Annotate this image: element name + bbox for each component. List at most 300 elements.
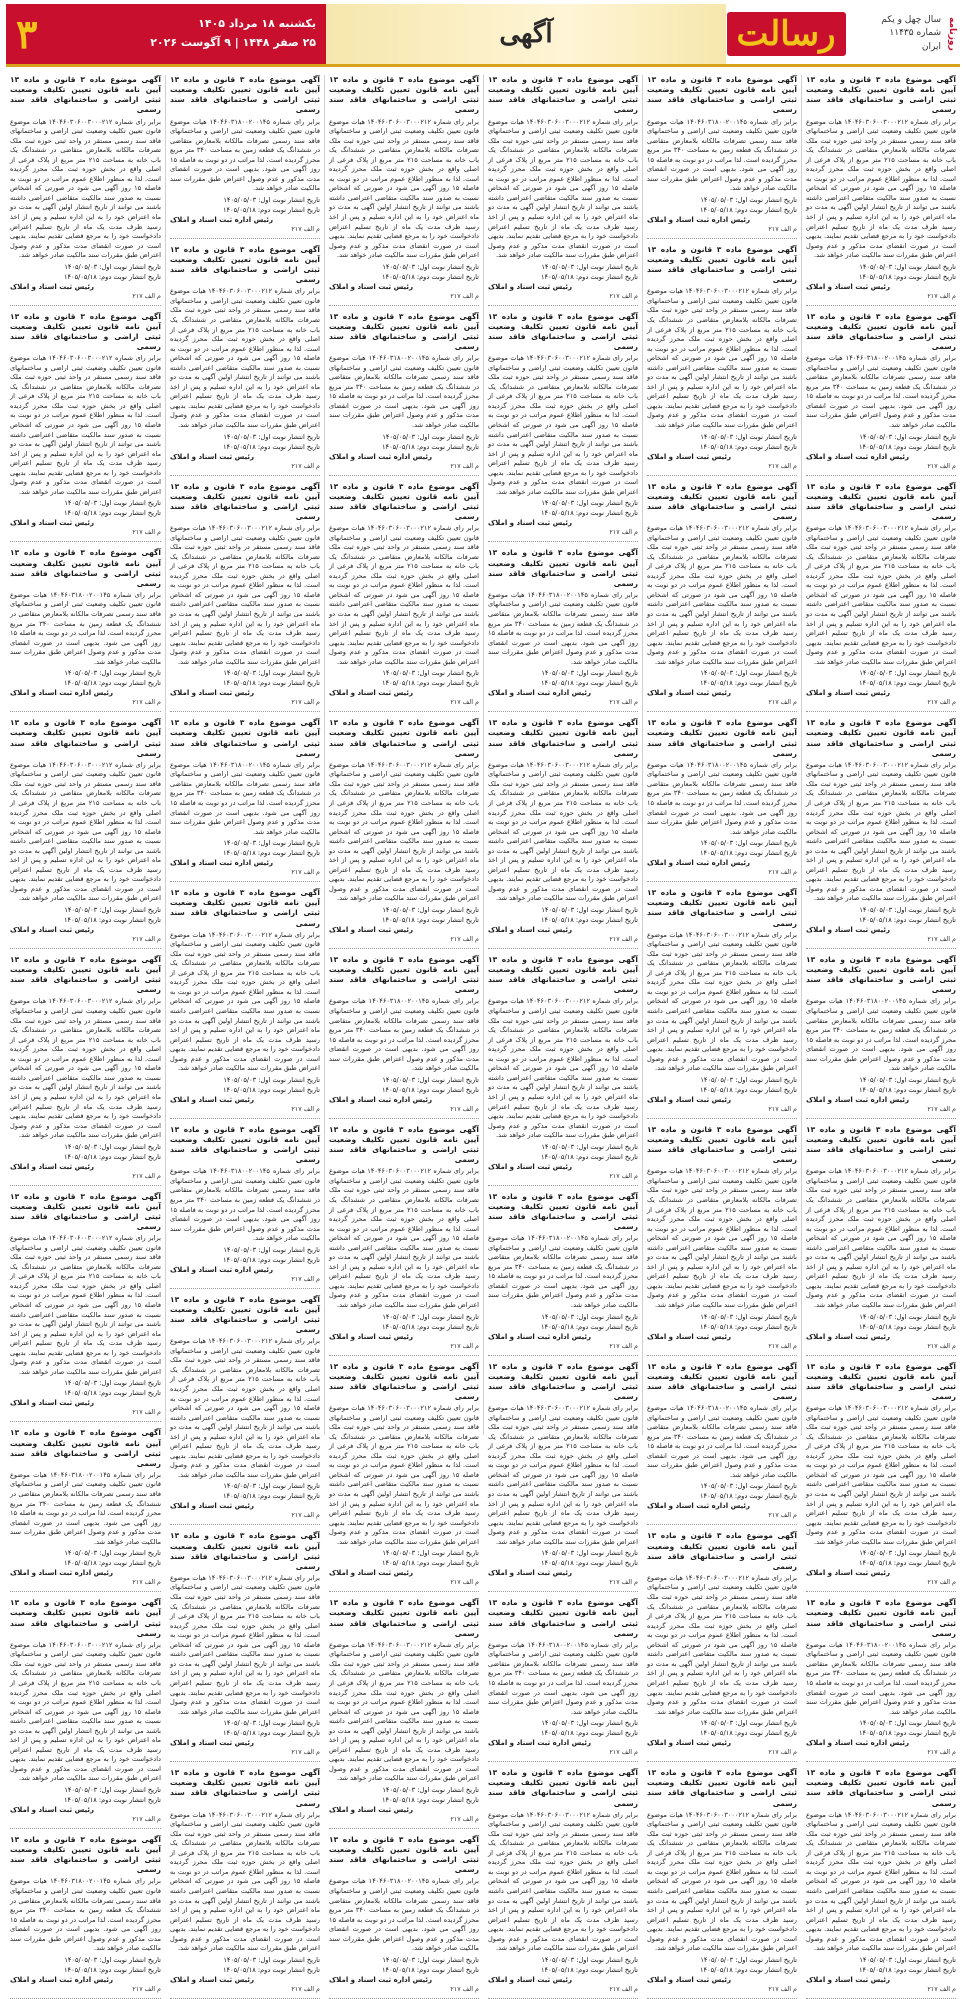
registry-signature: رئیس ثبت اسناد و املاک (10, 519, 94, 528)
notice-title: آگهی موضوع ماده ۳ قانون و ماده ۱۳ آیین نامه قانون تعیین تکلیف وضعیت ثبتی اراضی و ساختمانهای فاقد سند رسمی (647, 1768, 797, 1808)
notice-title: آگهی موضوع ماده ۳ قانون و ماده ۱۳ آیین نامه قانون تعیین تکلیف وضعیت ثبتی اراضی و ساختمانهای فاقد سند رسمی (10, 718, 161, 758)
publication-date-first: تاریخ انتشار نوبت اول: ۱۴۰۵/۰۵/۰۳ (223, 432, 320, 441)
reference-code: م الف ۲۱۷ (132, 291, 161, 300)
publication-date-second: تاریخ انتشار نوبت دوم: ۱۴۰۵/۰۵/۱۸ (541, 1322, 638, 1331)
notice-title: آگهی موضوع ماده ۳ قانون و ماده ۱۳ آیین نامه قانون تعیین تکلیف وضعیت ثبتی اراضی و ساختمانهای فاقد سند رسمی (329, 311, 479, 352)
publication-date-second: تاریخ انتشار نوبت دوم: ۱۴۰۵/۰۵/۱۸ (700, 679, 797, 688)
legal-notice (10, 1428, 161, 1592)
notice-title: آگهی موضوع ماده ۳ قانون و ماده ۱۳ آیین نامه قانون تعیین تکلیف وضعیت ثبتی اراضی و ساختمانهای فاقد سند رسمی (647, 1361, 797, 1401)
publication-date-first: تاریخ انتشار نوبت اول: ۱۴۰۵/۰۵/۰۳ (64, 669, 161, 678)
legal-notice (488, 1362, 638, 1593)
notice-title: آگهی موضوع ماده ۳ قانون و ماده ۱۳ آیین نامه قانون تعیین تکلیف وضعیت ثبتی اراضی و ساختمانهای فاقد سند رسمی (488, 1768, 638, 1808)
publication-date-first: تاریخ انتشار نوبت اول: ۱۴۰۵/۰۵/۰۳ (382, 262, 479, 271)
publication-date-first: تاریخ انتشار نوبت اول: ۱۴۰۵/۰۵/۰۳ (223, 1719, 320, 1728)
registry-signature: رئیس ثبت اسناد و املاک (170, 1095, 254, 1104)
publication-date-first: تاریخ انتشار نوبت اول: ۱۴۰۵/۰۵/۰۳ (64, 262, 161, 271)
publication-date-first: تاریخ انتشار نوبت اول: ۱۴۰۵/۰۵/۰۳ (700, 195, 797, 204)
publication-date-first: تاریخ انتشار نوبت اول: ۱۴۰۵/۰۵/۰۳ (382, 1785, 479, 1794)
legal-notice (647, 75, 797, 239)
notice-body: برابر رای شماره ۱۴۰۴۶۰۳۱۸۰۰۲۰۰۱۴۵ هیات موضوع قانون تعیین تکلیف وضعیت ثبتی اراضی و ساختمانهای فاقد سند رسمی تصرفات مالکانه بلامعارض متقاضی در ششدانگ یک قطعه زمین به مساحت ۳۴۰ متر مربع محرز گردیده است. لذا مراتب در دو نوبت به فاصله ۱۵ روز آگهی می شود. بدیهی است در صورت انقضای مدت مذکور و عدم وصول اعتراض طبق مقررات سند مالکیت صادر خواهد شد. (806, 997, 957, 1073)
publication-date-first: تاریخ انتشار نوبت اول: ۱۴۰۵/۰۵/۰۳ (700, 1955, 797, 1964)
country-line: ایران (921, 41, 941, 52)
notice-title: آگهی موضوع ماده ۳ قانون و ماده ۱۳ آیین نامه قانون تعیین تکلیف وضعیت ثبتی اراضی و ساختمانهای فاقد سند رسمی (329, 481, 479, 521)
reference-code: م الف ۲۱۷ (609, 1748, 638, 1757)
registry-signature: رئیس اداره ثبت اسناد و املاک (806, 1739, 909, 1748)
registry-signature: رئیس اداره ثبت اسناد و املاک (10, 1569, 113, 1578)
publication-date-first: تاریخ انتشار نوبت اول: ۱۴۰۵/۰۵/۰۳ (700, 1075, 797, 1084)
notice-title: آگهی موضوع ماده ۳ قانون و ماده ۱۳ آیین نامه قانون تعیین تکلیف وضعیت ثبتی اراضی و ساختمانهای فاقد سند رسمی (10, 1598, 161, 1638)
publication-date-first: تاریخ انتشار نوبت اول: ۱۴۰۵/۰۵/۰۳ (223, 1075, 320, 1084)
publication-date-first: تاریخ انتشار نوبت اول: ۱۴۰۵/۰۵/۰۳ (700, 432, 797, 441)
publication-date-second: تاریخ انتشار نوبت دوم: ۱۴۰۵/۰۵/۱۸ (64, 272, 161, 281)
notice-title: آگهی موضوع ماده ۳ قانون و ماده ۱۳ آیین نامه قانون تعیین تکلیف وضعیت ثبتی اراضی و ساختمانهای فاقد سند رسمی (647, 75, 797, 115)
publication-date-second: تاریخ انتشار نوبت دوم: ۱۴۰۵/۰۵/۱۸ (382, 442, 479, 451)
publication-date-first: تاریخ انتشار نوبت اول: ۱۴۰۵/۰۵/۰۳ (859, 669, 956, 678)
notice-title: آگهی موضوع ماده ۳ قانون و ماده ۱۳ آیین نامه قانون تعیین تکلیف وضعیت ثبتی اراضی و ساختمانهای فاقد سند رسمی (329, 954, 479, 995)
publication-date-second: تاریخ انتشار نوبت دوم: ۱۴۰۵/۰۵/۱۸ (859, 272, 956, 281)
publication-date-first: تاریخ انتشار نوبت اول: ۱۴۰۵/۰۵/۰۳ (541, 1955, 638, 1964)
reference-code: م الف ۲۱۷ (927, 1578, 956, 1587)
notice-body: برابر رای شماره ۱۴۰۴۶۰۳۱۸۰۰۲۰۰۱۴۵ هیات موضوع قانون تعیین تکلیف وضعیت ثبتی اراضی و ساختمانهای فاقد سند رسمی تصرفات مالکانه بلامعارض متقاضی در ششدانگ یک قطعه زمین به مساحت ۳۴۰ متر مربع محرز گردیده است. لذا مراتب در دو نوبت به فاصله ۱۵ روز آگهی می شود. بدیهی است در صورت انقضای مدت مذکور و عدم وصول اعتراض طبق مقررات سند مالکیت صادر خواهد شد. (806, 1640, 957, 1716)
registry-signature: رئیس اداره ثبت اسناد و املاک (647, 1502, 750, 1511)
publication-date-first: تاریخ انتشار نوبت اول: ۱۴۰۵/۰۵/۰۳ (223, 839, 320, 848)
publication-date-first: تاریخ انتشار نوبت اول: ۱۴۰۵/۰۵/۰۳ (64, 1955, 161, 1964)
notice-title: آگهی موضوع ماده ۳ قانون و ماده ۱۳ آیین نامه قانون تعیین تکلیف وضعیت ثبتی اراضی و ساختمانهای فاقد سند رسمی (488, 75, 638, 115)
reference-code: م الف ۲۱۷ (132, 1984, 161, 1993)
issue-info (881, 14, 941, 55)
publication-date-second: تاریخ انتشار نوبت دوم: ۱۴۰۵/۰۵/۱۸ (382, 1559, 479, 1568)
legal-notice (170, 1125, 320, 1289)
notice-body: برابر رای شماره ۱۴۰۴۶۰۳۰۶۰۰۳۰۰۰۲۱۲ هیات موضوع قانون تعیین تکلیف وضعیت ثبتی اراضی و ساختمانهای فاقد سند رسمی مستقر در واحد ثبتی حوزه ثبت ملک تصرفات مالکانه بلامعارض متقاضی در ششدانگ یک باب خانه به مساحت ۲۱۵ متر مربع از پلاک فرعی از اصلی واقع در بخش حوزه ثبت ملک محرز گردیده است. لذا به منظور اطلاع عموم مراتب در دو نوبت به فاصله ۱۵ روز آگهی می شود در صورتی که اشخاص نسبت به صدور سند مالکیت متقاضی اعتراضی داشته باشند می توانند از تاریخ انتشار اولین آگهی به مدت دو ماه اعتراض خود را به این اداره تسلیم و پس از اخذ رسید ظرف مدت یک ماه از تاریخ تسلیم اعتراض دادخواست خود را به مرجع قضایی تقدیم نمایند. بدیهی است در صورت انقضای مدت مذکور و عدم وصول اعتراض طبق مقررات سند مالکیت صادر خواهد شد. (488, 354, 638, 496)
date-box (6, 4, 326, 64)
publication-date-second: تاریخ انتشار نوبت دوم: ۱۴۰۵/۰۵/۱۸ (859, 1729, 956, 1738)
legal-notice (170, 888, 320, 1119)
publication-date-first: تاریخ انتشار نوبت اول: ۱۴۰۵/۰۵/۰۳ (64, 905, 161, 914)
legal-notice (329, 312, 479, 476)
notice-title: آگهی موضوع ماده ۳ قانون و ماده ۱۳ آیین نامه قانون تعیین تکلیف وضعیت ثبتی اراضی و ساختمانهای فاقد سند رسمی (647, 1124, 797, 1165)
registry-signature: رئیس اداره ثبت اسناد و املاک (170, 1265, 273, 1274)
notice-title: آگهی موضوع ماده ۳ قانون و ماده ۱۳ آیین نامه قانون تعیین تکلیف وضعیت ثبتی اراضی و ساختمانهای فاقد سند رسمی (806, 954, 956, 995)
registry-signature: رئیس اداره ثبت اسناد و املاک (10, 1975, 113, 1984)
registry-signature: رئیس ثبت اسناد و املاک (806, 925, 890, 934)
registry-signature: رئیس اداره ثبت اسناد و املاک (10, 689, 113, 698)
reference-code: م الف ۲۱۷ (768, 461, 797, 470)
notice-body: برابر رای شماره ۱۴۰۴۶۰۳۰۶۰۰۳۰۰۰۲۱۲ هیات موضوع قانون تعیین تکلیف وضعیت ثبتی اراضی و ساختمانهای فاقد سند رسمی مستقر در واحد ثبتی حوزه ثبت ملک تصرفات مالکانه بلامعارض متقاضی در ششدانگ یک باب خانه به مساحت ۲۱۵ متر مربع از پلاک فرعی از اصلی واقع در بخش حوزه ثبت ملک محرز گردیده است. لذا به منظور اطلاع عموم مراتب در دو نوبت به فاصله ۱۵ روز آگهی می شود در صورتی که اشخاص نسبت به صدور سند مالکیت متقاضی اعتراضی داشته باشند می توانند از تاریخ انتشار اولین آگهی به مدت دو ماه اعتراض خود را به این اداره تسلیم و پس از اخذ رسید ظرف مدت یک ماه از تاریخ تسلیم اعتراض دادخواست خود را به مرجع قضایی تقدیم نمایند. بدیهی است در صورت انقضای مدت مذکور و عدم وصول اعتراض طبق مقررات سند مالکیت صادر خواهد شد. (10, 354, 161, 496)
notice-title: آگهی موضوع ماده ۳ قانون و ماده ۱۳ آیین نامه قانون تعیین تکلیف وضعیت ثبتی اراضی و ساختمانهای فاقد سند رسمی (806, 1361, 956, 1401)
logo (726, 4, 846, 64)
notice-title: آگهی موضوع ماده ۳ قانون و ماده ۱۳ آیین نامه قانون تعیین تکلیف وضعیت ثبتی اراضی و ساختمانهای فاقد سند رسمی (329, 1834, 479, 1875)
publication-date-first: تاریخ انتشار نوبت اول: ۱۴۰۵/۰۵/۰۳ (382, 1549, 479, 1558)
publication-date-first: تاریخ انتشار نوبت اول: ۱۴۰۵/۰۵/۰۳ (64, 499, 161, 508)
reference-code: م الف ۲۱۷ (132, 1408, 161, 1417)
notice-body: برابر رای شماره ۱۴۰۴۶۰۳۰۶۰۰۳۰۰۰۲۱۲ هیات موضوع قانون تعیین تکلیف وضعیت ثبتی اراضی و ساختمانهای فاقد سند رسمی مستقر در واحد ثبتی حوزه ثبت ملک تصرفات مالکانه بلامعارض متقاضی در ششدانگ یک باب خانه به مساحت ۲۱۵ متر مربع از پلاک فرعی از اصلی واقع در بخش حوزه ثبت ملک محرز گردیده است. لذا به منظور اطلاع عموم مراتب در دو نوبت به فاصله ۱۵ روز آگهی می شود در صورتی که اشخاص نسبت به صدور سند مالکیت متقاضی اعتراضی داشته باشند می توانند از تاریخ انتشار اولین آگهی به مدت دو ماه اعتراض خود را به این اداره تسلیم و پس از اخذ رسید ظرف مدت یک ماه از تاریخ تسلیم اعتراض دادخواست خود را به مرجع قضایی تقدیم نمایند. بدیهی است در صورت انقضای مدت مذکور و عدم وصول اعتراض طبق مقررات سند مالکیت صادر خواهد شد. (329, 524, 479, 666)
reference-code: م الف ۲۱۷ (291, 868, 320, 877)
notice-body: برابر رای شماره ۱۴۰۴۶۰۳۰۶۰۰۳۰۰۰۲۱۲ هیات موضوع قانون تعیین تکلیف وضعیت ثبتی اراضی و ساختمانهای فاقد سند رسمی مستقر در واحد ثبتی حوزه ثبت ملک تصرفات مالکانه بلامعارض متقاضی در ششدانگ یک باب خانه به مساحت ۲۱۵ متر مربع از پلاک فرعی از اصلی واقع در بخش حوزه ثبت ملک محرز گردیده است. لذا به منظور اطلاع عموم مراتب در دو نوبت به فاصله ۱۵ روز آگهی می شود در صورتی که اشخاص نسبت به صدور سند مالکیت متقاضی اعتراضی داشته باشند می توانند از تاریخ انتشار اولین آگهی به مدت دو ماه اعتراض خود را به این اداره تسلیم و پس از اخذ رسید ظرف مدت یک ماه از تاریخ تسلیم اعتراض دادخواست خود را به مرجع قضایی تقدیم نمایند. بدیهی است در صورت انقضای مدت مذکور و عدم وصول اعتراض طبق مقررات سند مالکیت صادر خواهد شد. (647, 524, 797, 666)
notice-title: آگهی موضوع ماده ۳ قانون و ماده ۱۳ آیین نامه قانون تعیین تکلیف وضعیت ثبتی اراضی و ساختمانهای فاقد سند رسمی (170, 1768, 320, 1808)
registry-signature: رئیس ثبت اسناد و املاک (10, 925, 94, 934)
legal-notice (329, 75, 479, 306)
registry-signature: رئیس ثبت اسناد و املاک (329, 1569, 413, 1578)
publication-date-second: تاریخ انتشار نوبت دوم: ۱۴۰۵/۰۵/۱۸ (541, 1729, 638, 1738)
publication-date-first: تاریخ انتشار نوبت اول: ۱۴۰۵/۰۵/۰۳ (382, 669, 479, 678)
notice-title: آگهی موضوع ماده ۳ قانون و ماده ۱۳ آیین نامه قانون تعیین تکلیف وضعیت ثبتی اراضی و ساختمانهای فاقد سند رسمی (806, 75, 956, 115)
reference-code: م الف ۲۱۷ (450, 291, 479, 300)
notice-title: آگهی موضوع ماده ۳ قانون و ماده ۱۳ آیین نامه قانون تعیین تکلیف وضعیت ثبتی اراضی و ساختمانهای فاقد سند رسمی (329, 1598, 479, 1638)
date-persian: یکشنبه ۱۸ مرداد ۱۴۰۵ (198, 17, 316, 31)
notice-column (483, 75, 642, 1993)
notice-body: برابر رای شماره ۱۴۰۴۶۰۳۱۸۰۰۲۰۰۱۴۵ هیات موضوع قانون تعیین تکلیف وضعیت ثبتی اراضی و ساختمانهای فاقد سند رسمی تصرفات مالکانه بلامعارض متقاضی در ششدانگ یک قطعه زمین به مساحت ۳۴۰ متر مربع محرز گردیده است. لذا مراتب در دو نوبت به فاصله ۱۵ روز آگهی می شود. بدیهی است در صورت انقضای مدت مذکور و عدم وصول اعتراض طبق مقررات سند مالکیت صادر خواهد شد. (488, 1234, 639, 1310)
notice-title: آگهی موضوع ماده ۳ قانون و ماده ۱۳ آیین نامه قانون تعیین تکلیف وضعیت ثبتی اراضی و ساختمانهای فاقد سند رسمی (170, 75, 320, 115)
legal-notice (488, 955, 638, 1186)
reference-code: م الف ۲۱۷ (291, 461, 320, 470)
notice-body: برابر رای شماره ۱۴۰۴۶۰۳۰۶۰۰۳۰۰۰۲۱۲ هیات موضوع قانون تعیین تکلیف وضعیت ثبتی اراضی و ساختمانهای فاقد سند رسمی مستقر در واحد ثبتی حوزه ثبت ملک تصرفات مالکانه بلامعارض متقاضی در ششدانگ یک باب خانه به مساحت ۲۱۵ متر مربع از پلاک فرعی از اصلی واقع در بخش حوزه ثبت ملک محرز گردیده است. لذا به منظور اطلاع عموم مراتب در دو نوبت به فاصله ۱۵ روز آگهی می شود در صورتی که اشخاص نسبت به صدور سند مالکیت متقاضی اعتراضی داشته باشند می توانند از تاریخ انتشار اولین آگهی به مدت دو ماه اعتراض خود را به این اداره تسلیم و پس از اخذ رسید ظرف مدت یک ماه از تاریخ تسلیم اعتراض دادخواست خود را به مرجع قضایی تقدیم نمایند. بدیهی است در صورت انقضای مدت مذکور و عدم وصول اعتراض طبق مقررات سند مالکیت صادر خواهد شد. (170, 524, 320, 666)
publication-date-second: تاریخ انتشار نوبت دوم: ۱۴۰۵/۰۵/۱۸ (64, 1389, 161, 1398)
reference-code: م الف ۲۱۷ (132, 528, 161, 537)
legal-notice (329, 1835, 479, 1999)
section-title: آگهی (499, 19, 553, 49)
registry-signature: رئیس ثبت اسناد و املاک (488, 1162, 572, 1171)
publication-date-second: تاریخ انتشار نوبت دوم: ۱۴۰۵/۰۵/۱۸ (223, 442, 320, 451)
reference-code: م الف ۲۱۷ (768, 1104, 797, 1113)
publication-date-second: تاریخ انتشار نوبت دوم: ۱۴۰۵/۰۵/۱۸ (859, 1559, 956, 1568)
reference-code: م الف ۲۱۷ (609, 698, 638, 707)
notice-title: آگهی موضوع ماده ۳ قانون و ماده ۱۳ آیین نامه قانون تعیین تکلیف وضعیت ثبتی اراضی و ساختمانهای فاقد سند رسمی (806, 1768, 956, 1808)
publication-date-first: تاریخ انتشار نوبت اول: ۱۴۰۵/۰۵/۰۳ (541, 1142, 638, 1151)
legal-notice (329, 482, 479, 713)
legal-notice (647, 888, 797, 1119)
legal-notice (488, 718, 638, 949)
legal-notice (488, 548, 638, 712)
registry-signature: رئیس اداره ثبت اسناد و املاک (170, 215, 273, 224)
reference-code: م الف ۲۱۷ (927, 698, 956, 707)
registry-signature: رئیس ثبت اسناد و املاک (170, 452, 254, 461)
legal-notice (488, 75, 638, 306)
publication-date-second: تاریخ انتشار نوبت دوم: ۱۴۰۵/۰۵/۱۸ (64, 679, 161, 688)
registry-signature: رئیس ثبت اسناد و املاک (488, 519, 572, 528)
registry-signature: رئیس ثبت اسناد و املاک (488, 1975, 572, 1984)
publication-date-second: تاریخ انتشار نوبت دوم: ۱۴۰۵/۰۵/۱۸ (223, 679, 320, 688)
legal-notice (806, 482, 956, 713)
legal-notice (329, 1125, 479, 1356)
publication-date-first: تاریخ انتشار نوبت اول: ۱۴۰۵/۰۵/۰۳ (223, 669, 320, 678)
reference-code: م الف ۲۱۷ (609, 1578, 638, 1587)
registry-signature: رئیس ثبت اسناد و املاک (488, 282, 572, 291)
notice-body: برابر رای شماره ۱۴۰۴۶۰۳۰۶۰۰۳۰۰۰۲۱۲ هیات موضوع قانون تعیین تکلیف وضعیت ثبتی اراضی و ساختمانهای فاقد سند رسمی مستقر در واحد ثبتی حوزه ثبت ملک تصرفات مالکانه بلامعارض متقاضی در ششدانگ یک باب خانه به مساحت ۲۱۵ متر مربع از پلاک فرعی از اصلی واقع در بخش حوزه ثبت ملک محرز گردیده است. لذا به منظور اطلاع عموم مراتب در دو نوبت به فاصله ۱۵ روز آگهی می شود در صورتی که اشخاص نسبت به صدور سند مالکیت متقاضی اعتراضی داشته باشند می توانند از تاریخ انتشار اولین آگهی به مدت دو ماه اعتراض خود را به این اداره تسلیم و پس از اخذ رسید ظرف مدت یک ماه از تاریخ تسلیم اعتراض دادخواست خود را به مرجع قضایی تقدیم نمایند. بدیهی است در صورت انقضای مدت مذکور و عدم وصول اعتراض طبق مقررات سند مالکیت صادر خواهد شد. (10, 1640, 161, 1783)
reference-code: م الف ۲۱۷ (291, 1511, 320, 1520)
notice-title: آگهی موضوع ماده ۳ قانون و ماده ۱۳ آیین نامه قانون تعیین تکلیف وضعیت ثبتی اراضی و ساختمانهای فاقد سند رسمی (10, 1428, 161, 1468)
reference-code: م الف ۲۱۷ (927, 291, 956, 300)
publication-date-second: تاریخ انتشار نوبت دوم: ۱۴۰۵/۰۵/۱۸ (382, 1085, 479, 1094)
registry-signature: رئیس ثبت اسناد و املاک (647, 1332, 731, 1341)
registry-signature: رئیس ثبت اسناد و املاک (329, 689, 413, 698)
legal-notice (170, 718, 320, 882)
registry-signature: رئیس ثبت اسناد و املاک (10, 1805, 94, 1814)
page-number: ۳ (16, 10, 38, 58)
publication-date-first: تاریخ انتشار نوبت اول: ۱۴۰۵/۰۵/۰۳ (382, 905, 479, 914)
notice-body: برابر رای شماره ۱۴۰۴۶۰۳۰۶۰۰۳۰۰۰۲۱۲ هیات موضوع قانون تعیین تکلیف وضعیت ثبتی اراضی و ساختمانهای فاقد سند رسمی مستقر در واحد ثبتی حوزه ثبت ملک تصرفات مالکانه بلامعارض متقاضی در ششدانگ یک باب خانه به مساحت ۲۱۵ متر مربع از پلاک فرعی از اصلی واقع در بخش حوزه ثبت ملک محرز گردیده است. لذا به منظور اطلاع عموم مراتب در دو نوبت به فاصله ۱۵ روز آگهی می شود در صورتی که اشخاص نسبت به صدور سند مالکیت متقاضی اعتراضی داشته باشند می توانند از تاریخ انتشار اولین آگهی به مدت دو ماه اعتراض خود را به این اداره تسلیم و پس از اخذ رسید ظرف مدت یک ماه از تاریخ تسلیم اعتراض دادخواست خود را به مرجع قضایی تقدیم نمایند. بدیهی است در صورت انقضای مدت مذکور و عدم وصول اعتراض طبق مقررات سند مالکیت صادر خواهد شد. (10, 117, 161, 260)
publication-date-first: تاریخ انتشار نوبت اول: ۱۴۰۵/۰۵/۰۳ (541, 262, 638, 271)
reference-code: م الف ۲۱۷ (927, 1984, 956, 1993)
legal-notice (329, 1598, 479, 1829)
notice-title: آگهی موضوع ماده ۳ قانون و ماده ۱۳ آیین نامه قانون تعیین تکلیف وضعیت ثبتی اراضی و ساختمانهای فاقد سند رسمی (170, 481, 320, 521)
notice-title: آگهی موضوع ماده ۳ قانون و ماده ۱۳ آیین نامه قانون تعیین تکلیف وضعیت ثبتی اراضی و ساختمانهای فاقد سند رسمی (806, 1124, 956, 1165)
legal-notice (10, 955, 161, 1186)
notice-title: آگهی موضوع ماده ۳ قانون و ماده ۱۳ آیین نامه قانون تعیین تکلیف وضعیت ثبتی اراضی و ساختمانهای فاقد سند رسمی (10, 548, 161, 588)
publication-date-second: تاریخ انتشار نوبت دوم: ۱۴۰۵/۰۵/۱۸ (541, 272, 638, 281)
publication-date-second: تاریخ انتشار نوبت دوم: ۱۴۰۵/۰۵/۱۸ (541, 1152, 638, 1161)
notice-title: آگهی موضوع ماده ۳ قانون و ماده ۱۳ آیین نامه قانون تعیین تکلیف وضعیت ثبتی اراضی و ساختمانهای فاقد سند رسمی (10, 311, 161, 352)
registry-signature: رئیس ثبت اسناد و املاک (10, 1162, 94, 1171)
registry-signature: رئیس ثبت اسناد و املاک (806, 1569, 890, 1578)
registry-signature: رئیس ثبت اسناد و املاک (647, 452, 731, 461)
notice-body: برابر رای شماره ۱۴۰۴۶۰۳۱۸۰۰۲۰۰۱۴۵ هیات موضوع قانون تعیین تکلیف وضعیت ثبتی اراضی و ساختمانهای فاقد سند رسمی تصرفات مالکانه بلامعارض متقاضی در ششدانگ یک قطعه زمین به مساحت ۳۴۰ متر مربع محرز گردیده است. لذا مراتب در دو نوبت به فاصله ۱۵ روز آگهی می شود. بدیهی است در صورت انقضای مدت مذکور و عدم وصول اعتراض طبق مقررات سند مالکیت صادر خواهد شد. (10, 1877, 161, 1953)
notice-body: برابر رای شماره ۱۴۰۴۶۰۳۰۶۰۰۳۰۰۰۲۱۲ هیات موضوع قانون تعیین تکلیف وضعیت ثبتی اراضی و ساختمانهای فاقد سند رسمی مستقر در واحد ثبتی حوزه ثبت ملک تصرفات مالکانه بلامعارض متقاضی در ششدانگ یک باب خانه به مساحت ۲۱۵ متر مربع از پلاک فرعی از اصلی واقع در بخش حوزه ثبت ملک محرز گردیده است. لذا به منظور اطلاع عموم مراتب در دو نوبت به فاصله ۱۵ روز آگهی می شود در صورتی که اشخاص نسبت به صدور سند مالکیت متقاضی اعتراضی داشته باشند می توانند از تاریخ انتشار اولین آگهی به مدت دو ماه اعتراض خود را به این اداره تسلیم و پس از اخذ رسید ظرف مدت یک ماه از تاریخ تسلیم اعتراض دادخواست خود را به مرجع قضایی تقدیم نمایند. بدیهی است در صورت انقضای مدت مذکور و عدم وصول اعتراض طبق مقررات سند مالکیت صادر خواهد شد. (329, 1404, 479, 1546)
notice-body: برابر رای شماره ۱۴۰۴۶۰۳۰۶۰۰۳۰۰۰۲۱۲ هیات موضوع قانون تعیین تکلیف وضعیت ثبتی اراضی و ساختمانهای فاقد سند رسمی مستقر در واحد ثبتی حوزه ثبت ملک تصرفات مالکانه بلامعارض متقاضی در ششدانگ یک باب خانه به مساحت ۲۱۵ متر مربع از پلاک فرعی از اصلی واقع در بخش حوزه ثبت ملک محرز گردیده است. لذا به منظور اطلاع عموم مراتب در دو نوبت به فاصله ۱۵ روز آگهی می شود در صورتی که اشخاص نسبت به صدور سند مالکیت متقاضی اعتراضی داشته باشند می توانند از تاریخ انتشار اولین آگهی به مدت دو ماه اعتراض خود را به این اداره تسلیم و پس از اخذ رسید ظرف مدت یک ماه از تاریخ تسلیم اعتراض دادخواست خود را به مرجع قضایی تقدیم نمایند. بدیهی است در صورت انقضای مدت مذکور و عدم وصول اعتراض طبق مقررات سند مالکیت صادر خواهد شد. (488, 997, 638, 1140)
publication-date-first: تاریخ انتشار نوبت اول: ۱۴۰۵/۰۵/۰۳ (859, 432, 956, 441)
notice-title: آگهی موضوع ماده ۳ قانون و ماده ۱۳ آیین نامه قانون تعیین تکلیف وضعیت ثبتی اراضی و ساختمانهای فاقد سند رسمی (10, 1191, 161, 1232)
legal-notice (488, 1192, 638, 1356)
legal-notice (806, 312, 956, 476)
notice-body: برابر رای شماره ۱۴۰۴۶۰۳۰۶۰۰۳۰۰۰۲۱۲ هیات موضوع قانون تعیین تکلیف وضعیت ثبتی اراضی و ساختمانهای فاقد سند رسمی مستقر در واحد ثبتی حوزه ثبت ملک تصرفات مالکانه بلامعارض متقاضی در ششدانگ یک باب خانه به مساحت ۲۱۵ متر مربع از پلاک فرعی از اصلی واقع در بخش حوزه ثبت ملک محرز گردیده است. لذا به منظور اطلاع عموم مراتب در دو نوبت به فاصله ۱۵ روز آگهی می شود در صورتی که اشخاص نسبت به صدور سند مالکیت متقاضی اعتراضی داشته باشند می توانند از تاریخ انتشار اولین آگهی به مدت دو ماه اعتراض خود را به این اداره تسلیم و پس از اخذ رسید ظرف مدت یک ماه از تاریخ تسلیم اعتراض دادخواست خود را به مرجع قضایی تقدیم نمایند. بدیهی است در صورت انقضای مدت مذکور و عدم وصول اعتراض طبق مقررات سند مالکیت صادر خواهد شد. (10, 997, 161, 1140)
notice-body: برابر رای شماره ۱۴۰۴۶۰۳۰۶۰۰۳۰۰۰۲۱۲ هیات موضوع قانون تعیین تکلیف وضعیت ثبتی اراضی و ساختمانهای فاقد سند رسمی مستقر در واحد ثبتی حوزه ثبت ملک تصرفات مالکانه بلامعارض متقاضی در ششدانگ یک باب خانه به مساحت ۲۱۵ متر مربع از پلاک فرعی از اصلی واقع در بخش حوزه ثبت ملک محرز گردیده است. لذا به منظور اطلاع عموم مراتب در دو نوبت به فاصله ۱۵ روز آگهی می شود در صورتی که اشخاص نسبت به صدور سند مالکیت متقاضی اعتراضی داشته باشند می توانند از تاریخ انتشار اولین آگهی به مدت دو ماه اعتراض خود را به این اداره تسلیم و پس از اخذ رسید ظرف مدت یک ماه از تاریخ تسلیم اعتراض دادخواست خود را به مرجع قضایی تقدیم نمایند. بدیهی است در صورت انقضای مدت مذکور و عدم وصول اعتراض طبق مقررات سند مالکیت صادر خواهد شد. (10, 760, 161, 903)
reference-code: م الف ۲۱۷ (450, 1984, 479, 1993)
legal-notice (806, 1598, 956, 1762)
registry-signature: رئیس ثبت اسناد و املاک (170, 1975, 254, 1984)
notice-column (642, 75, 801, 1993)
reference-code: م الف ۲۱۷ (768, 1511, 797, 1520)
publication-date-first: تاریخ انتشار نوبت اول: ۱۴۰۵/۰۵/۰۳ (541, 1312, 638, 1321)
issue-number: شماره ۱۱۴۳۵ (889, 28, 941, 39)
registry-signature: رئیس ثبت اسناد و املاک (647, 1095, 731, 1104)
legal-notice (488, 1598, 638, 1762)
publication-date-second: تاریخ انتشار نوبت دوم: ۱۴۰۵/۰۵/۱۸ (223, 1729, 320, 1738)
reference-code: م الف ۲۱۷ (291, 1274, 320, 1283)
notice-body: برابر رای شماره ۱۴۰۴۶۰۳۱۸۰۰۲۰۰۱۴۵ هیات موضوع قانون تعیین تکلیف وضعیت ثبتی اراضی و ساختمانهای فاقد سند رسمی تصرفات مالکانه بلامعارض متقاضی در ششدانگ یک قطعه زمین به مساحت ۳۴۰ متر مربع محرز گردیده است. لذا مراتب در دو نوبت به فاصله ۱۵ روز آگهی می شود. بدیهی است در صورت انقضای مدت مذکور و عدم وصول اعتراض طبق مقررات سند مالکیت صادر خواهد شد. (329, 1877, 480, 1953)
notice-body: برابر رای شماره ۱۴۰۴۶۰۳۰۶۰۰۳۰۰۰۲۱۲ هیات موضوع قانون تعیین تکلیف وضعیت ثبتی اراضی و ساختمانهای فاقد سند رسمی مستقر در واحد ثبتی حوزه ثبت ملک تصرفات مالکانه بلامعارض متقاضی در ششدانگ یک باب خانه به مساحت ۲۱۵ متر مربع از پلاک فرعی از اصلی واقع در بخش حوزه ثبت ملک محرز گردیده است. لذا به منظور اطلاع عموم مراتب در دو نوبت به فاصله ۱۵ روز آگهی می شود در صورتی که اشخاص نسبت به صدور سند مالکیت متقاضی اعتراضی داشته باشند می توانند از تاریخ انتشار اولین آگهی به مدت دو ماه اعتراض خود را به این اداره تسلیم و پس از اخذ رسید ظرف مدت یک ماه از تاریخ تسلیم اعتراض دادخواست خود را به مرجع قضایی تقدیم نمایند. بدیهی است در صورت انقضای مدت مذکور و عدم وصول اعتراض طبق مقررات سند مالکیت صادر خواهد شد. (806, 117, 956, 260)
publication-date-first: تاریخ انتشار نوبت اول: ۱۴۰۵/۰۵/۰۳ (382, 1312, 479, 1321)
publication-date-second: تاریخ انتشار نوبت دوم: ۱۴۰۵/۰۵/۱۸ (223, 849, 320, 858)
reference-code: م الف ۲۱۷ (609, 934, 638, 943)
reference-code: م الف ۲۱۷ (132, 1814, 161, 1823)
publication-date-second: تاریخ انتشار نوبت دوم: ۱۴۰۵/۰۵/۱۸ (700, 1322, 797, 1331)
registry-signature: رئیس اداره ثبت اسناد و املاک (647, 215, 750, 224)
publication-date-first: تاریخ انتشار نوبت اول: ۱۴۰۵/۰۵/۰۳ (541, 499, 638, 508)
legal-notice (10, 1192, 161, 1423)
legal-notice (647, 482, 797, 713)
notice-title: آگهی موضوع ماده ۳ قانون و ماده ۱۳ آیین نامه قانون تعیین تکلیف وضعیت ثبتی اراضی و ساختمانهای فاقد سند رسمی (488, 1598, 638, 1638)
notice-body: برابر رای شماره ۱۴۰۴۶۰۳۱۸۰۰۲۰۰۱۴۵ هیات موضوع قانون تعیین تکلیف وضعیت ثبتی اراضی و ساختمانهای فاقد سند رسمی تصرفات مالکانه بلامعارض متقاضی در ششدانگ یک قطعه زمین به مساحت ۳۴۰ متر مربع محرز گردیده است. لذا مراتب در دو نوبت به فاصله ۱۵ روز آگهی می شود. بدیهی است در صورت انقضای مدت مذکور و عدم وصول اعتراض طبق مقررات سند مالکیت صادر خواهد شد. (329, 354, 480, 430)
publication-date-first: تاریخ انتشار نوبت اول: ۱۴۰۵/۰۵/۰۳ (859, 1955, 956, 1964)
notice-body: برابر رای شماره ۱۴۰۴۶۰۳۱۸۰۰۲۰۰۱۴۵ هیات موضوع قانون تعیین تکلیف وضعیت ثبتی اراضی و ساختمانهای فاقد سند رسمی تصرفات مالکانه بلامعارض متقاضی در ششدانگ یک قطعه زمین به مساحت ۳۴۰ متر مربع محرز گردیده است. لذا مراتب در دو نوبت به فاصله ۱۵ روز آگهی می شود. بدیهی است در صورت انقضای مدت مذکور و عدم وصول اعتراض طبق مقررات سند مالکیت صادر خواهد شد. (170, 760, 321, 836)
registry-signature: رئیس ثبت اسناد و املاک (647, 689, 731, 698)
legal-notice (647, 1362, 797, 1526)
publication-date-first: تاریخ انتشار نوبت اول: ۱۴۰۵/۰۵/۰۳ (700, 1482, 797, 1491)
legal-notice (806, 955, 956, 1119)
publication-date-first: تاریخ انتشار نوبت اول: ۱۴۰۵/۰۵/۰۳ (382, 1955, 479, 1964)
publication-date-first: تاریخ انتشار نوبت اول: ۱۴۰۵/۰۵/۰۳ (859, 1549, 956, 1558)
legal-notice (647, 245, 797, 476)
registry-signature: رئیس ثبت اسناد و املاک (488, 1569, 572, 1578)
publication-date-second: تاریخ انتشار نوبت دوم: ۱۴۰۵/۰۵/۱۸ (382, 1965, 479, 1974)
notice-body: برابر رای شماره ۱۴۰۴۶۰۳۰۶۰۰۳۰۰۰۲۱۲ هیات موضوع قانون تعیین تکلیف وضعیت ثبتی اراضی و ساختمانهای فاقد سند رسمی مستقر در واحد ثبتی حوزه ثبت ملک تصرفات مالکانه بلامعارض متقاضی در ششدانگ یک باب خانه به مساحت ۲۱۵ متر مربع از پلاک فرعی از اصلی واقع در بخش حوزه ثبت ملک محرز گردیده است. لذا به منظور اطلاع عموم مراتب در دو نوبت به فاصله ۱۵ روز آگهی می شود در صورتی که اشخاص نسبت به صدور سند مالکیت متقاضی اعتراضی داشته باشند می توانند از تاریخ انتشار اولین آگهی به مدت دو ماه اعتراض خود را به این اداره تسلیم و پس از اخذ رسید ظرف مدت یک ماه از تاریخ تسلیم اعتراض دادخواست خود را به مرجع قضایی تقدیم نمایند. بدیهی است در صورت انقضای مدت مذکور و عدم وصول اعتراض طبق مقررات سند مالکیت صادر خواهد شد. (647, 1573, 797, 1716)
notice-title: آگهی موضوع ماده ۳ قانون و ماده ۱۳ آیین نامه قانون تعیین تکلیف وضعیت ثبتی اراضی و ساختمانهای فاقد سند رسمی (647, 244, 797, 285)
notice-title: آگهی موضوع ماده ۳ قانون و ماده ۱۳ آیین نامه قانون تعیین تکلیف وضعیت ثبتی اراضی و ساختمانهای فاقد سند رسمی (647, 1531, 797, 1571)
registry-signature: رئیس ثبت اسناد و املاک (329, 925, 413, 934)
notice-body: برابر رای شماره ۱۴۰۴۶۰۳۱۸۰۰۲۰۰۱۴۵ هیات موضوع قانون تعیین تکلیف وضعیت ثبتی اراضی و ساختمانهای فاقد سند رسمی تصرفات مالکانه بلامعارض متقاضی در ششدانگ یک قطعه زمین به مساحت ۳۴۰ متر مربع محرز گردیده است. لذا مراتب در دو نوبت به فاصله ۱۵ روز آگهی می شود. بدیهی است در صورت انقضای مدت مذکور و عدم وصول اعتراض طبق مقررات سند مالکیت صادر خواهد شد. (329, 997, 480, 1073)
notice-title: آگهی موضوع ماده ۳ قانون و ماده ۱۳ آیین نامه قانون تعیین تکلیف وضعیت ثبتی اراضی و ساختمانهای فاقد سند رسمی (806, 481, 956, 521)
reference-code: م الف ۲۱۷ (450, 934, 479, 943)
notice-title: آگهی موضوع ماده ۳ قانون و ماده ۱۳ آیین نامه قانون تعیین تکلیف وضعیت ثبتی اراضی و ساختمانهای فاقد سند رسمی (488, 718, 638, 758)
publication-date-first: تاریخ انتشار نوبت اول: ۱۴۰۵/۰۵/۰۳ (859, 905, 956, 914)
publication-date-second: تاریخ انتشار نوبت دوم: ۱۴۰۵/۰۵/۱۸ (859, 915, 956, 924)
publication-date-first: تاریخ انتشار نوبت اول: ۱۴۰۵/۰۵/۰۳ (700, 669, 797, 678)
notice-body: برابر رای شماره ۱۴۰۴۶۰۳۱۸۰۰۲۰۰۱۴۵ هیات موضوع قانون تعیین تکلیف وضعیت ثبتی اراضی و ساختمانهای فاقد سند رسمی تصرفات مالکانه بلامعارض متقاضی در ششدانگ یک قطعه زمین به مساحت ۳۴۰ متر مربع محرز گردیده است. لذا مراتب در دو نوبت به فاصله ۱۵ روز آگهی می شود. بدیهی است در صورت انقضای مدت مذکور و عدم وصول اعتراض طبق مقررات سند مالکیت صادر خواهد شد. (10, 1470, 161, 1546)
publication-date-first: تاریخ انتشار نوبت اول: ۱۴۰۵/۰۵/۰۳ (859, 262, 956, 271)
notice-body: برابر رای شماره ۱۴۰۴۶۰۳۰۶۰۰۳۰۰۰۲۱۲ هیات موضوع قانون تعیین تکلیف وضعیت ثبتی اراضی و ساختمانهای فاقد سند رسمی مستقر در واحد ثبتی حوزه ثبت ملک تصرفات مالکانه بلامعارض متقاضی در ششدانگ یک باب خانه به مساحت ۲۱۵ متر مربع از پلاک فرعی از اصلی واقع در بخش حوزه ثبت ملک محرز گردیده است. لذا به منظور اطلاع عموم مراتب در دو نوبت به فاصله ۱۵ روز آگهی می شود در صورتی که اشخاص نسبت به صدور سند مالکیت متقاضی اعتراضی داشته باشند می توانند از تاریخ انتشار اولین آگهی به مدت دو ماه اعتراض خود را به این اداره تسلیم و پس از اخذ رسید ظرف مدت یک ماه از تاریخ تسلیم اعتراض دادخواست خود را به مرجع قضایی تقدیم نمایند. بدیهی است در صورت انقضای مدت مذکور و عدم وصول اعتراض طبق مقررات سند مالکیت صادر خواهد شد. (488, 1810, 638, 1953)
section-band (326, 4, 726, 64)
reference-code: م الف ۲۱۷ (291, 1984, 320, 1993)
publication-date-second: تاریخ انتشار نوبت دوم: ۱۴۰۵/۰۵/۱۸ (64, 1559, 161, 1568)
notice-body: برابر رای شماره ۱۴۰۴۶۰۳۰۶۰۰۳۰۰۰۲۱۲ هیات موضوع قانون تعیین تکلیف وضعیت ثبتی اراضی و ساختمانهای فاقد سند رسمی مستقر در واحد ثبتی حوزه ثبت ملک تصرفات مالکانه بلامعارض متقاضی در ششدانگ یک باب خانه به مساحت ۲۱۵ متر مربع از پلاک فرعی از اصلی واقع در بخش حوزه ثبت ملک محرز گردیده است. لذا به منظور اطلاع عموم مراتب در دو نوبت به فاصله ۱۵ روز آگهی می شود در صورتی که اشخاص نسبت به صدور سند مالکیت متقاضی اعتراضی داشته باشند می توانند از تاریخ انتشار اولین آگهی به مدت دو ماه اعتراض خود را به این اداره تسلیم و پس از اخذ رسید ظرف مدت یک ماه از تاریخ تسلیم اعتراض دادخواست خود را به مرجع قضایی تقدیم نمایند. بدیهی است در صورت انقضای مدت مذکور و عدم وصول اعتراض طبق مقررات سند مالکیت صادر خواهد شد. (806, 1167, 956, 1310)
notice-title: آگهی موضوع ماده ۳ قانون و ماده ۱۳ آیین نامه قانون تعیین تکلیف وضعیت ثبتی اراضی و ساختمانهای فاقد سند رسمی (329, 1124, 479, 1165)
legal-notice (170, 1531, 320, 1762)
publication-date-first: تاریخ انتشار نوبت اول: ۱۴۰۵/۰۵/۰۳ (859, 1719, 956, 1728)
notice-columns (6, 75, 960, 1993)
registry-signature: رئیس ثبت اسناد و املاک (647, 1975, 731, 1984)
legal-notice (806, 1125, 956, 1356)
notice-body: برابر رای شماره ۱۴۰۴۶۰۳۰۶۰۰۳۰۰۰۲۱۲ هیات موضوع قانون تعیین تکلیف وضعیت ثبتی اراضی و ساختمانهای فاقد سند رسمی مستقر در واحد ثبتی حوزه ثبت ملک تصرفات مالکانه بلامعارض متقاضی در ششدانگ یک باب خانه به مساحت ۲۱۵ متر مربع از پلاک فرعی از اصلی واقع در بخش حوزه ثبت ملک محرز گردیده است. لذا به منظور اطلاع عموم مراتب در دو نوبت به فاصله ۱۵ روز آگهی می شود در صورتی که اشخاص نسبت به صدور سند مالکیت متقاضی اعتراضی داشته باشند می توانند از تاریخ انتشار اولین آگهی به مدت دو ماه اعتراض خود را به این اداره تسلیم و پس از اخذ رسید ظرف مدت یک ماه از تاریخ تسلیم اعتراض دادخواست خود را به مرجع قضایی تقدیم نمایند. بدیهی است در صورت انقضای مدت مذکور و عدم وصول اعتراض طبق مقررات سند مالکیت صادر خواهد شد. (170, 287, 320, 430)
publication-date-second: تاریخ انتشار نوبت دوم: ۱۴۰۵/۰۵/۱۸ (382, 915, 479, 924)
notice-body: برابر رای شماره ۱۴۰۴۶۰۳۱۸۰۰۲۰۰۱۴۵ هیات موضوع قانون تعیین تکلیف وضعیت ثبتی اراضی و ساختمانهای فاقد سند رسمی تصرفات مالکانه بلامعارض متقاضی در ششدانگ یک قطعه زمین به مساحت ۳۴۰ متر مربع محرز گردیده است. لذا مراتب در دو نوبت به فاصله ۱۵ روز آگهی می شود. بدیهی است در صورت انقضای مدت مذکور و عدم وصول اعتراض طبق مقررات سند مالکیت صادر خواهد شد. (170, 117, 321, 193)
notice-body: برابر رای شماره ۱۴۰۴۶۰۳۰۶۰۰۳۰۰۰۲۱۲ هیات موضوع قانون تعیین تکلیف وضعیت ثبتی اراضی و ساختمانهای فاقد سند رسمی مستقر در واحد ثبتی حوزه ثبت ملک تصرفات مالکانه بلامعارض متقاضی در ششدانگ یک باب خانه به مساحت ۲۱۵ متر مربع از پلاک فرعی از اصلی واقع در بخش حوزه ثبت ملک محرز گردیده است. لذا به منظور اطلاع عموم مراتب در دو نوبت به فاصله ۱۵ روز آگهی می شود در صورتی که اشخاص نسبت به صدور سند مالکیت متقاضی اعتراضی داشته باشند می توانند از تاریخ انتشار اولین آگهی به مدت دو ماه اعتراض خود را به این اداره تسلیم و پس از اخذ رسید ظرف مدت یک ماه از تاریخ تسلیم اعتراض دادخواست خود را به مرجع قضایی تقدیم نمایند. بدیهی است در صورت انقضای مدت مذکور و عدم وصول اعتراض طبق مقررات سند مالکیت صادر خواهد شد. (488, 760, 638, 903)
publication-date-second: تاریخ انتشار نوبت دوم: ۱۴۰۵/۰۵/۱۸ (700, 1085, 797, 1094)
logo-text: رسالت (727, 12, 846, 56)
registry-signature: رئیس ثبت اسناد و املاک (647, 1739, 731, 1748)
notice-column (165, 75, 324, 1993)
reference-code: م الف ۲۱۷ (132, 934, 161, 943)
reference-code: م الف ۲۱۷ (609, 528, 638, 537)
publication-date-first: تاریخ انتشار نوبت اول: ۱۴۰۵/۰۵/۰۳ (223, 1482, 320, 1491)
legal-notice (647, 718, 797, 882)
notice-body: برابر رای شماره ۱۴۰۴۶۰۳۰۶۰۰۳۰۰۰۲۱۲ هیات موضوع قانون تعیین تکلیف وضعیت ثبتی اراضی و ساختمانهای فاقد سند رسمی مستقر در واحد ثبتی حوزه ثبت ملک تصرفات مالکانه بلامعارض متقاضی در ششدانگ یک باب خانه به مساحت ۲۱۵ متر مربع از پلاک فرعی از اصلی واقع در بخش حوزه ثبت ملک محرز گردیده است. لذا به منظور اطلاع عموم مراتب در دو نوبت به فاصله ۱۵ روز آگهی می شود در صورتی که اشخاص نسبت به صدور سند مالکیت متقاضی اعتراضی داشته باشند می توانند از تاریخ انتشار اولین آگهی به مدت دو ماه اعتراض خود را به این اداره تسلیم و پس از اخذ رسید ظرف مدت یک ماه از تاریخ تسلیم اعتراض دادخواست خود را به مرجع قضایی تقدیم نمایند. بدیهی است در صورت انقضای مدت مذکور و عدم وصول اعتراض طبق مقررات سند مالکیت صادر خواهد شد. (10, 1234, 161, 1376)
registry-signature: رئیس ثبت اسناد و املاک (329, 1332, 413, 1341)
registry-signature: رئیس ثبت اسناد و املاک (806, 689, 890, 698)
masthead (6, 4, 960, 67)
notice-column (801, 75, 960, 1993)
notice-body: برابر رای شماره ۱۴۰۴۶۰۳۱۸۰۰۲۰۰۱۴۵ هیات موضوع قانون تعیین تکلیف وضعیت ثبتی اراضی و ساختمانهای فاقد سند رسمی تصرفات مالکانه بلامعارض متقاضی در ششدانگ یک قطعه زمین به مساحت ۳۴۰ متر مربع محرز گردیده است. لذا مراتب در دو نوبت به فاصله ۱۵ روز آگهی می شود. بدیهی است در صورت انقضای مدت مذکور و عدم وصول اعتراض طبق مقررات سند مالکیت صادر خواهد شد. (806, 354, 957, 430)
notice-body: برابر رای شماره ۱۴۰۴۶۰۳۰۶۰۰۳۰۰۰۲۱۲ هیات موضوع قانون تعیین تکلیف وضعیت ثبتی اراضی و ساختمانهای فاقد سند رسمی مستقر در واحد ثبتی حوزه ثبت ملک تصرفات مالکانه بلامعارض متقاضی در ششدانگ یک باب خانه به مساحت ۲۱۵ متر مربع از پلاک فرعی از اصلی واقع در بخش حوزه ثبت ملک محرز گردیده است. لذا به منظور اطلاع عموم مراتب در دو نوبت به فاصله ۱۵ روز آگهی می شود در صورتی که اشخاص نسبت به صدور سند مالکیت متقاضی اعتراضی داشته باشند می توانند از تاریخ انتشار اولین آگهی به مدت دو ماه اعتراض خود را به این اداره تسلیم و پس از اخذ رسید ظرف مدت یک ماه از تاریخ تسلیم اعتراض دادخواست خود را به مرجع قضایی تقدیم نمایند. بدیهی است در صورت انقضای مدت مذکور و عدم وصول اعتراض طبق مقررات سند مالکیت صادر خواهد شد. (806, 760, 956, 903)
publication-date-second: تاریخ انتشار نوبت دوم: ۱۴۰۵/۰۵/۱۸ (541, 915, 638, 924)
publication-date-second: تاریخ انتشار نوبت دوم: ۱۴۰۵/۰۵/۱۸ (541, 509, 638, 518)
registry-signature: رئیس ثبت اسناد و املاک (488, 925, 572, 934)
notice-body: برابر رای شماره ۱۴۰۴۶۰۳۰۶۰۰۳۰۰۰۲۱۲ هیات موضوع قانون تعیین تکلیف وضعیت ثبتی اراضی و ساختمانهای فاقد سند رسمی مستقر در واحد ثبتی حوزه ثبت ملک تصرفات مالکانه بلامعارض متقاضی در ششدانگ یک باب خانه به مساحت ۲۱۵ متر مربع از پلاک فرعی از اصلی واقع در بخش حوزه ثبت ملک محرز گردیده است. لذا به منظور اطلاع عموم مراتب در دو نوبت به فاصله ۱۵ روز آگهی می شود در صورتی که اشخاص نسبت به صدور سند مالکیت متقاضی اعتراضی داشته باشند می توانند از تاریخ انتشار اولین آگهی به مدت دو ماه اعتراض خود را به این اداره تسلیم و پس از اخذ رسید ظرف مدت یک ماه از تاریخ تسلیم اعتراض دادخواست خود را به مرجع قضایی تقدیم نمایند. بدیهی است در صورت انقضای مدت مذکور و عدم وصول اعتراض طبق مقررات سند مالکیت صادر خواهد شد. (329, 1640, 479, 1783)
registry-signature: رئیس اداره ثبت اسناد و املاک (488, 689, 591, 698)
publication-date-second: تاریخ انتشار نوبت دوم: ۱۴۰۵/۰۵/۱۸ (859, 1322, 956, 1331)
notice-title: آگهی موضوع ماده ۳ قانون و ماده ۱۳ آیین نامه قانون تعیین تکلیف وضعیت ثبتی اراضی و ساختمانهای فاقد سند رسمی (329, 1361, 479, 1401)
legal-notice (647, 1125, 797, 1356)
registry-signature: رئیس اداره ثبت اسناد و املاک (170, 859, 273, 868)
notice-body: برابر رای شماره ۱۴۰۴۶۰۳۰۶۰۰۳۰۰۰۲۱۲ هیات موضوع قانون تعیین تکلیف وضعیت ثبتی اراضی و ساختمانهای فاقد سند رسمی مستقر در واحد ثبتی حوزه ثبت ملک تصرفات مالکانه بلامعارض متقاضی در ششدانگ یک باب خانه به مساحت ۲۱۵ متر مربع از پلاک فرعی از اصلی واقع در بخش حوزه ثبت ملک محرز گردیده است. لذا به منظور اطلاع عموم مراتب در دو نوبت به فاصله ۱۵ روز آگهی می شود در صورتی که اشخاص نسبت به صدور سند مالکیت متقاضی اعتراضی داشته باشند می توانند از تاریخ انتشار اولین آگهی به مدت دو ماه اعتراض خود را به این اداره تسلیم و پس از اخذ رسید ظرف مدت یک ماه از تاریخ تسلیم اعتراض دادخواست خود را به مرجع قضایی تقدیم نمایند. بدیهی است در صورت انقضای مدت مذکور و عدم وصول اعتراض طبق مقررات سند مالکیت صادر خواهد شد. (647, 1167, 797, 1310)
notice-title: آگهی موضوع ماده ۳ قانون و ماده ۱۳ آیین نامه قانون تعیین تکلیف وضعیت ثبتی اراضی و ساختمانهای فاقد سند رسمی (170, 1124, 320, 1165)
publication-date-second: تاریخ انتشار نوبت دوم: ۱۴۰۵/۰۵/۱۸ (700, 1965, 797, 1974)
legal-notice (10, 1598, 161, 1829)
notice-title: آگهی موضوع ماده ۳ قانون و ماده ۱۳ آیین نامه قانون تعیین تکلیف وضعیت ثبتی اراضی و ساختمانهای فاقد سند رسمی (647, 718, 797, 758)
registry-signature: رئیس ثبت اسناد و املاک (329, 1805, 413, 1814)
reference-code: م الف ۲۱۷ (927, 1748, 956, 1757)
masthead-meta (846, 4, 960, 64)
legal-notice (806, 75, 956, 306)
notice-body: برابر رای شماره ۱۴۰۴۶۰۳۱۸۰۰۲۰۰۱۴۵ هیات موضوع قانون تعیین تکلیف وضعیت ثبتی اراضی و ساختمانهای فاقد سند رسمی تصرفات مالکانه بلامعارض متقاضی در ششدانگ یک قطعه زمین به مساحت ۳۴۰ متر مربع محرز گردیده است. لذا مراتب در دو نوبت به فاصله ۱۵ روز آگهی می شود. بدیهی است در صورت انقضای مدت مذکور و عدم وصول اعتراض طبق مقررات سند مالکیت صادر خواهد شد. (647, 1404, 798, 1479)
legal-notice (10, 75, 161, 306)
notice-body: برابر رای شماره ۱۴۰۴۶۰۳۰۶۰۰۳۰۰۰۲۱۲ هیات موضوع قانون تعیین تکلیف وضعیت ثبتی اراضی و ساختمانهای فاقد سند رسمی مستقر در واحد ثبتی حوزه ثبت ملک تصرفات مالکانه بلامعارض متقاضی در ششدانگ یک باب خانه به مساحت ۲۱۵ متر مربع از پلاک فرعی از اصلی واقع در بخش حوزه ثبت ملک محرز گردیده است. لذا به منظور اطلاع عموم مراتب در دو نوبت به فاصله ۱۵ روز آگهی می شود در صورتی که اشخاص نسبت به صدور سند مالکیت متقاضی اعتراضی داشته باشند می توانند از تاریخ انتشار اولین آگهی به مدت دو ماه اعتراض خود را به این اداره تسلیم و پس از اخذ رسید ظرف مدت یک ماه از تاریخ تسلیم اعتراض دادخواست خود را به مرجع قضایی تقدیم نمایند. بدیهی است در صورت انقضای مدت مذکور و عدم وصول اعتراض طبق مقررات سند مالکیت صادر خواهد شد. (806, 524, 956, 666)
reference-code: م الف ۲۱۷ (450, 1104, 479, 1113)
registry-signature: رئیس ثبت اسناد و املاک (806, 282, 890, 291)
registry-signature: رئیس اداره ثبت اسناد و املاک (329, 1095, 432, 1104)
reference-code: م الف ۲۱۷ (291, 1748, 320, 1757)
legal-notice (10, 548, 161, 712)
reference-code: م الف ۲۱۷ (450, 698, 479, 707)
reference-code: م الف ۲۱۷ (291, 698, 320, 707)
reference-code: م الف ۲۱۷ (132, 1578, 161, 1587)
registry-signature: رئیس اداره ثبت اسناد و املاک (329, 1975, 432, 1984)
notice-column (6, 75, 165, 1993)
registry-signature: رئیس اداره ثبت اسناد و املاک (329, 452, 432, 461)
reference-code: م الف ۲۱۷ (768, 1341, 797, 1350)
publication-date-second: تاریخ انتشار نوبت دوم: ۱۴۰۵/۰۵/۱۸ (382, 1795, 479, 1804)
notice-title: آگهی موضوع ماده ۳ قانون و ماده ۱۳ آیین نامه قانون تعیین تکلیف وضعیت ثبتی اراضی و ساختمانهای فاقد سند رسمی (488, 548, 638, 588)
publication-date-second: تاریخ انتشار نوبت دوم: ۱۴۰۵/۰۵/۱۸ (382, 272, 479, 281)
notice-body: برابر رای شماره ۱۴۰۴۶۰۳۰۶۰۰۳۰۰۰۲۱۲ هیات موضوع قانون تعیین تکلیف وضعیت ثبتی اراضی و ساختمانهای فاقد سند رسمی مستقر در واحد ثبتی حوزه ثبت ملک تصرفات مالکانه بلامعارض متقاضی در ششدانگ یک باب خانه به مساحت ۲۱۵ متر مربع از پلاک فرعی از اصلی واقع در بخش حوزه ثبت ملک محرز گردیده است. لذا به منظور اطلاع عموم مراتب در دو نوبت به فاصله ۱۵ روز آگهی می شود در صورتی که اشخاص نسبت به صدور سند مالکیت متقاضی اعتراضی داشته باشند می توانند از تاریخ انتشار اولین آگهی به مدت دو ماه اعتراض خود را به این اداره تسلیم و پس از اخذ رسید ظرف مدت یک ماه از تاریخ تسلیم اعتراض دادخواست خود را به مرجع قضایی تقدیم نمایند. بدیهی است در صورت انقضای مدت مذکور و عدم وصول اعتراض طبق مقررات سند مالکیت صادر خواهد شد. (170, 1573, 320, 1716)
reference-code: م الف ۲۱۷ (927, 934, 956, 943)
legal-notice (170, 245, 320, 476)
legal-notice (488, 312, 638, 543)
reference-code: م الف ۲۱۷ (768, 1748, 797, 1757)
reference-code: م الف ۲۱۷ (927, 1341, 956, 1350)
notice-title: آگهی موضوع ماده ۳ قانون و ماده ۱۳ آیین نامه قانون تعیین تکلیف وضعیت ثبتی اراضی و ساختمانهای فاقد سند رسمی (10, 1834, 161, 1875)
notice-body: برابر رای شماره ۱۴۰۴۶۰۳۱۸۰۰۲۰۰۱۴۵ هیات موضوع قانون تعیین تکلیف وضعیت ثبتی اراضی و ساختمانهای فاقد سند رسمی تصرفات مالکانه بلامعارض متقاضی در ششدانگ یک قطعه زمین به مساحت ۳۴۰ متر مربع محرز گردیده است. لذا مراتب در دو نوبت به فاصله ۱۵ روز آگهی می شود. بدیهی است در صورت انقضای مدت مذکور و عدم وصول اعتراض طبق مقررات سند مالکیت صادر خواهد شد. (647, 760, 798, 836)
publication-date-second: تاریخ انتشار نوبت دوم: ۱۴۰۵/۰۵/۱۸ (64, 1152, 161, 1161)
publication-date-first: تاریخ انتشار نوبت اول: ۱۴۰۵/۰۵/۰۳ (541, 1549, 638, 1558)
publication-date-first: تاریخ انتشار نوبت اول: ۱۴۰۵/۰۵/۰۳ (64, 1379, 161, 1388)
publication-date-first: تاریخ انتشار نوبت اول: ۱۴۰۵/۰۵/۰۳ (223, 1955, 320, 1964)
reference-code: م الف ۲۱۷ (609, 1341, 638, 1350)
publication-date-first: تاریخ انتشار نوبت اول: ۱۴۰۵/۰۵/۰۳ (64, 1142, 161, 1151)
registry-signature: رئیس اداره ثبت اسناد و املاک (647, 859, 750, 868)
notice-title: آگهی موضوع ماده ۳ قانون و ماده ۱۳ آیین نامه قانون تعیین تکلیف وضعیت ثبتی اراضی و ساختمانهای فاقد سند رسمی (10, 954, 161, 995)
reference-code: م الف ۲۱۷ (132, 1171, 161, 1180)
notice-body: برابر رای شماره ۱۴۰۴۶۰۳۰۶۰۰۳۰۰۰۲۱۲ هیات موضوع قانون تعیین تکلیف وضعیت ثبتی اراضی و ساختمانهای فاقد سند رسمی مستقر در واحد ثبتی حوزه ثبت ملک تصرفات مالکانه بلامعارض متقاضی در ششدانگ یک باب خانه به مساحت ۲۱۵ متر مربع از پلاک فرعی از اصلی واقع در بخش حوزه ثبت ملک محرز گردیده است. لذا به منظور اطلاع عموم مراتب در دو نوبت به فاصله ۱۵ روز آگهی می شود در صورتی که اشخاص نسبت به صدور سند مالکیت متقاضی اعتراضی داشته باشند می توانند از تاریخ انتشار اولین آگهی به مدت دو ماه اعتراض خود را به این اداره تسلیم و پس از اخذ رسید ظرف مدت یک ماه از تاریخ تسلیم اعتراض دادخواست خود را به مرجع قضایی تقدیم نمایند. بدیهی است در صورت انقضای مدت مذکور و عدم وصول اعتراض طبق مقررات سند مالکیت صادر خواهد شد. (806, 1810, 956, 1953)
legal-notice (10, 312, 161, 543)
reference-code: م الف ۲۱۷ (450, 1578, 479, 1587)
notice-title: آگهی موضوع ماده ۳ قانون و ماده ۱۳ آیین نامه قانون تعیین تکلیف وضعیت ثبتی اراضی و ساختمانهای فاقد سند رسمی (647, 481, 797, 521)
notice-body: برابر رای شماره ۱۴۰۴۶۰۳۰۶۰۰۳۰۰۰۲۱۲ هیات موضوع قانون تعیین تکلیف وضعیت ثبتی اراضی و ساختمانهای فاقد سند رسمی مستقر در واحد ثبتی حوزه ثبت ملک تصرفات مالکانه بلامعارض متقاضی در ششدانگ یک باب خانه به مساحت ۲۱۵ متر مربع از پلاک فرعی از اصلی واقع در بخش حوزه ثبت ملک محرز گردیده است. لذا به منظور اطلاع عموم مراتب در دو نوبت به فاصله ۱۵ روز آگهی می شود در صورتی که اشخاص نسبت به صدور سند مالکیت متقاضی اعتراضی داشته باشند می توانند از تاریخ انتشار اولین آگهی به مدت دو ماه اعتراض خود را به این اداره تسلیم و پس از اخذ رسید ظرف مدت یک ماه از تاریخ تسلیم اعتراض دادخواست خود را به مرجع قضایی تقدیم نمایند. بدیهی است در صورت انقضای مدت مذکور و عدم وصول اعتراض طبق مقررات سند مالکیت صادر خواهد شد. (488, 1404, 638, 1546)
legal-notice (329, 1362, 479, 1593)
year-line: سال چهل و یکم (881, 14, 941, 25)
reference-code: م الف ۲۱۷ (768, 698, 797, 707)
notice-title: آگهی موضوع ماده ۳ قانون و ماده ۱۳ آیین نامه قانون تعیین تکلیف وضعیت ثبتی اراضی و ساختمانهای فاقد سند رسمی (488, 311, 638, 352)
publication-date-second: تاریخ انتشار نوبت دوم: ۱۴۰۵/۰۵/۱۸ (223, 1085, 320, 1094)
notice-body: برابر رای شماره ۱۴۰۴۶۰۳۱۸۰۰۲۰۰۱۴۵ هیات موضوع قانون تعیین تکلیف وضعیت ثبتی اراضی و ساختمانهای فاقد سند رسمی تصرفات مالکانه بلامعارض متقاضی در ششدانگ یک قطعه زمین به مساحت ۳۴۰ متر مربع محرز گردیده است. لذا مراتب در دو نوبت به فاصله ۱۵ روز آگهی می شود. بدیهی است در صورت انقضای مدت مذکور و عدم وصول اعتراض طبق مقررات سند مالکیت صادر خواهد شد. (488, 1640, 639, 1716)
notice-title: آگهی موضوع ماده ۳ قانون و ماده ۱۳ آیین نامه قانون تعیین تکلیف وضعیت ثبتی اراضی و ساختمانهای فاقد سند رسمی (10, 75, 161, 115)
notice-body: برابر رای شماره ۱۴۰۴۶۰۳۱۸۰۰۲۰۰۱۴۵ هیات موضوع قانون تعیین تکلیف وضعیت ثبتی اراضی و ساختمانهای فاقد سند رسمی تصرفات مالکانه بلامعارض متقاضی در ششدانگ یک قطعه زمین به مساحت ۳۴۰ متر مربع محرز گردیده است. لذا مراتب در دو نوبت به فاصله ۱۵ روز آگهی می شود. بدیهی است در صورت انقضای مدت مذکور و عدم وصول اعتراض طبق مقررات سند مالکیت صادر خواهد شد. (10, 590, 161, 666)
publication-date-second: تاریخ انتشار نوبت دوم: ۱۴۰۵/۰۵/۱۸ (541, 1965, 638, 1974)
notice-title: آگهی موضوع ماده ۳ قانون و ماده ۱۳ آیین نامه قانون تعیین تکلیف وضعیت ثبتی اراضی و ساختمانهای فاقد سند رسمی (170, 1294, 320, 1335)
legal-notice (806, 1362, 956, 1593)
notice-title: آگهی موضوع ماده ۳ قانون و ماده ۱۳ آیین نامه قانون تعیین تکلیف وضعیت ثبتی اراضی و ساختمانهای فاقد سند رسمی (170, 1531, 320, 1571)
publication-date-second: تاریخ انتشار نوبت دوم: ۱۴۰۵/۰۵/۱۸ (64, 915, 161, 924)
publication-date-second: تاریخ انتشار نوبت دوم: ۱۴۰۵/۰۵/۱۸ (700, 849, 797, 858)
notice-body: برابر رای شماره ۱۴۰۴۶۰۳۰۶۰۰۳۰۰۰۲۱۲ هیات موضوع قانون تعیین تکلیف وضعیت ثبتی اراضی و ساختمانهای فاقد سند رسمی مستقر در واحد ثبتی حوزه ثبت ملک تصرفات مالکانه بلامعارض متقاضی در ششدانگ یک باب خانه به مساحت ۲۱۵ متر مربع از پلاک فرعی از اصلی واقع در بخش حوزه ثبت ملک محرز گردیده است. لذا به منظور اطلاع عموم مراتب در دو نوبت به فاصله ۱۵ روز آگهی می شود در صورتی که اشخاص نسبت به صدور سند مالکیت متقاضی اعتراضی داشته باشند می توانند از تاریخ انتشار اولین آگهی به مدت دو ماه اعتراض خود را به این اداره تسلیم و پس از اخذ رسید ظرف مدت یک ماه از تاریخ تسلیم اعتراض دادخواست خود را به مرجع قضایی تقدیم نمایند. بدیهی است در صورت انقضای مدت مذکور و عدم وصول اعتراض طبق مقررات سند مالکیت صادر خواهد شد. (806, 1404, 956, 1546)
